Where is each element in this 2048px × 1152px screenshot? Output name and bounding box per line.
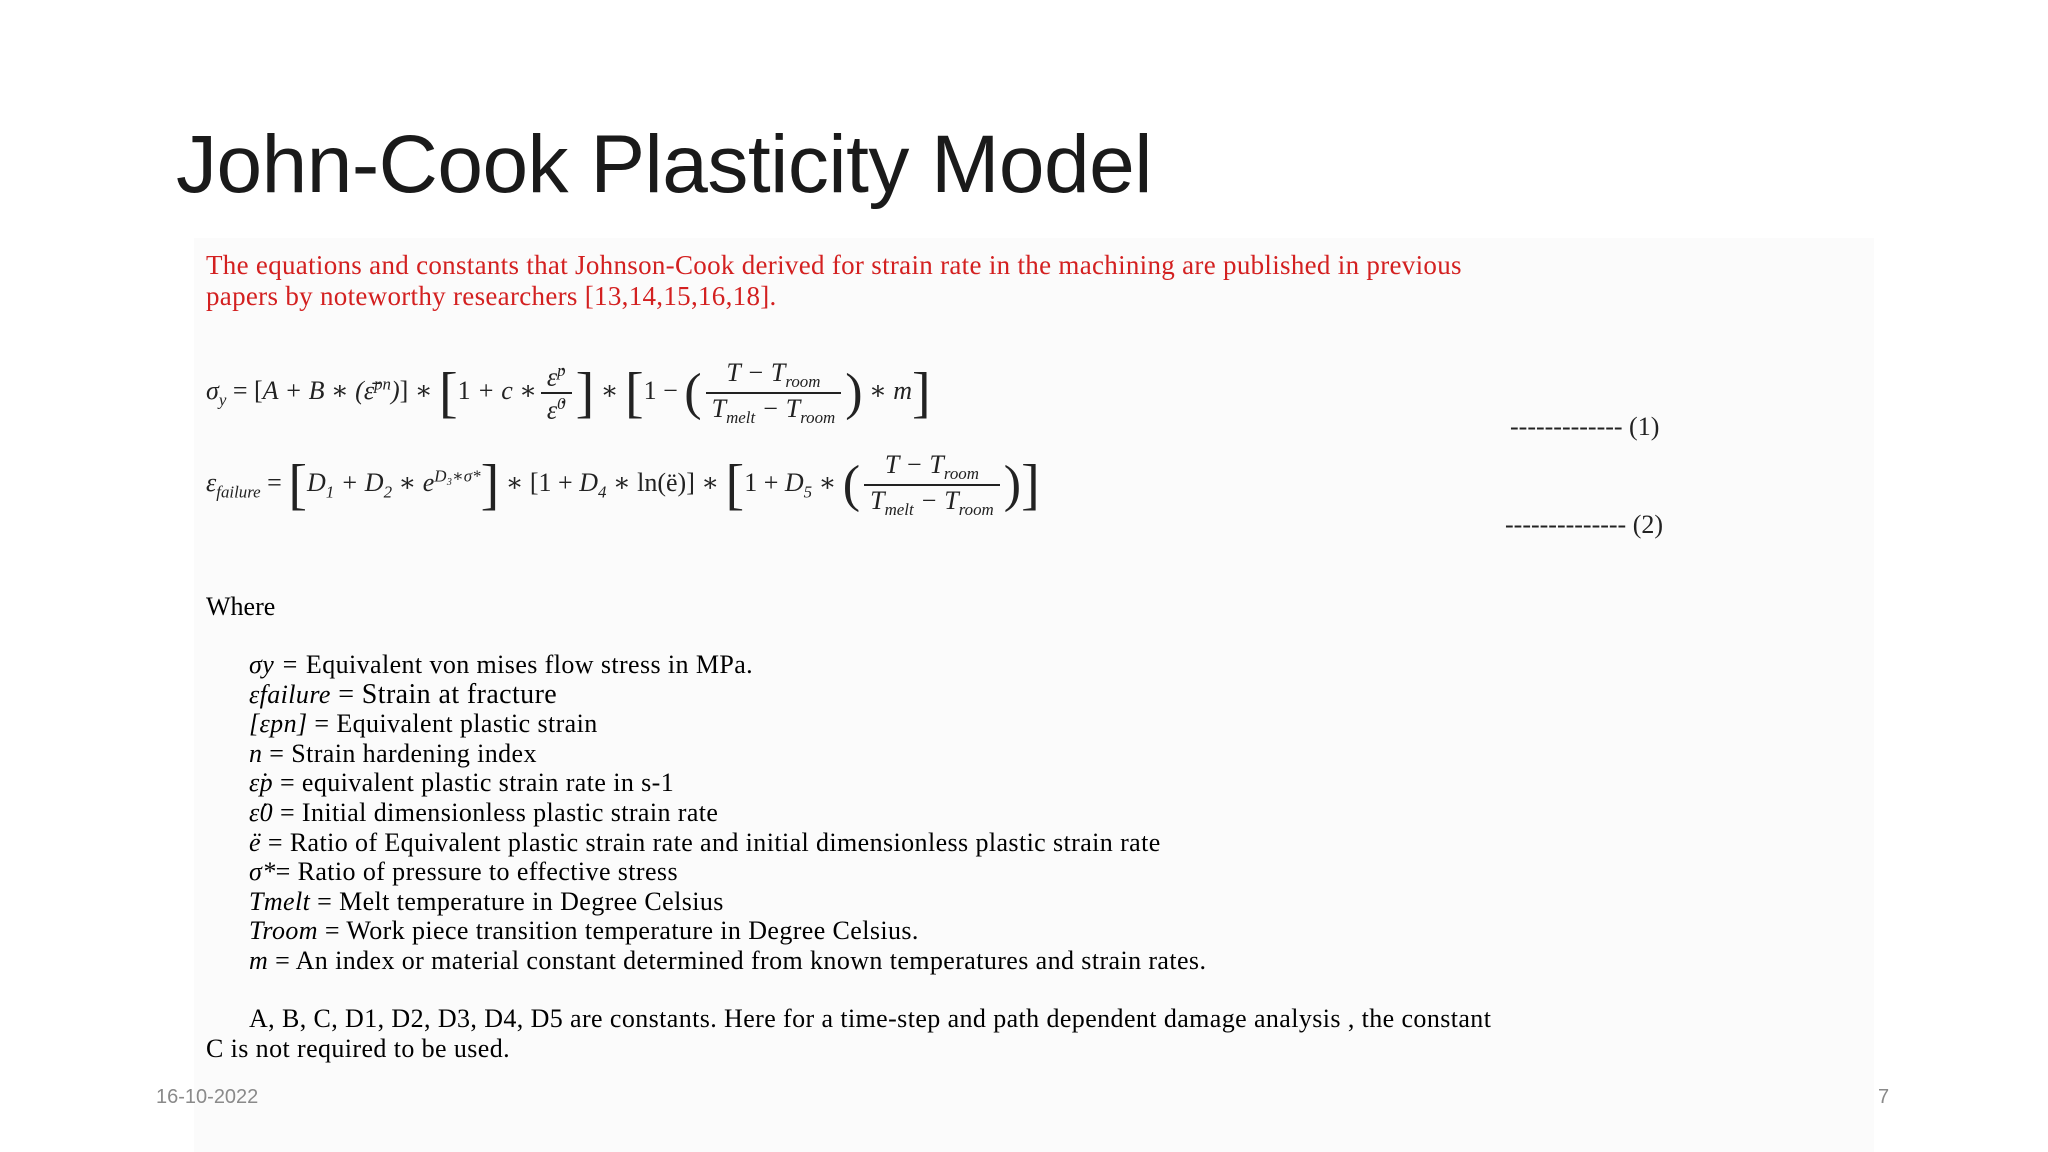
definition-row <box>249 650 1849 680</box>
intro-line-1: The equations and constants that Johnson-Cook derived for strain rate in the machining are published in previous <box>206 250 1462 280</box>
definition-symbol: σy = <box>249 650 300 679</box>
definition-text: = Ratio of pressure to effective stress <box>275 857 678 887</box>
definition-symbol: σ* <box>249 857 276 887</box>
definition-row <box>249 857 1849 887</box>
definition-symbol: m <box>249 945 269 975</box>
definition-row <box>249 680 1849 710</box>
definition-symbol: ε̇p <box>249 768 274 798</box>
definition-row <box>249 828 1849 858</box>
definition-text: = Work piece transition temperature in Degree Celsius. <box>317 916 919 946</box>
equation-1-number: ------------- (1) <box>1510 412 1660 441</box>
equation-1-johnson-cook-flow-stress: $\sigma_y = [A + B$ ∗ (ε̄$^{pn}$)] ∗ [1 + c ∗ $\frac{\varepsiloṅ^p}{\varepsiloṅ^0}$ ] ∗ [1 − ( $\frac{T - T_{room}}{T_{melt} - T_{room}}$ ) ∗ m] <box>206 358 931 428</box>
definition-symbol: ε̇0 <box>249 797 274 827</box>
definition-row <box>249 798 1849 828</box>
definition-text: = Melt temperature in Degree Celsius <box>310 886 724 916</box>
where-label: Where <box>206 592 276 621</box>
definition-text: = Equivalent plastic strain <box>307 709 598 739</box>
definition-symbol: [εpn] <box>249 709 308 739</box>
definition-row <box>249 709 1849 739</box>
definition-text: = Strain hardening index <box>262 738 537 768</box>
definition-row <box>249 887 1849 917</box>
equation-2-johnson-cook-failure-strain: $\varepsilon_{failure} = [D_1 + D_2$ ∗ $e^{D_3∗\sigma*}$] ∗ [$1 + D_4$ ∗ ln(ë)] ∗ [$1 + D_5$ ∗ ( $\frac{T - T_{room}}{T_{melt} - T_{room}}$ )] <box>206 450 1040 520</box>
definition-text: = An index or material constant determined from known temperatures and strain rates. <box>268 945 1207 975</box>
intro-paragraph <box>206 250 1856 312</box>
footer-date: 16-10-2022 <box>156 1086 259 1108</box>
constants-line-1: A, B, C, D1, D2, D3, D4, D5 are constants. Here for a time-step and path dependent damage analysis , the constant <box>249 1004 1492 1033</box>
definitions-list <box>249 650 1849 976</box>
definition-row <box>249 739 1849 769</box>
definition-symbol: εfailure <box>249 679 331 709</box>
constants-line-2: C is not required to be used. <box>206 1034 511 1063</box>
definition-symbol: Troom <box>249 916 318 946</box>
definition-symbol: ë <box>249 827 261 857</box>
slide-title: John-Cook Plasticity Model <box>176 119 1152 210</box>
definition-text: = Ratio of Equivalent plastic strain rate and initial dimensionless plastic strain rate <box>260 827 1161 857</box>
definition-text: = Strain at fracture <box>330 678 558 710</box>
intro-line-2: papers by noteworthy researchers [13,14,15,16,18]. <box>206 281 777 311</box>
definition-symbol: Tmelt <box>249 886 311 916</box>
definition-row <box>249 946 1849 976</box>
definition-row <box>249 916 1849 946</box>
constants-paragraph <box>206 1004 1866 1064</box>
definition-row <box>249 768 1849 798</box>
page-number: 7 <box>1878 1086 1890 1108</box>
definition-symbol: n <box>249 738 263 768</box>
definition-text: = Initial dimensionless plastic strain rate <box>273 797 719 827</box>
definition-text: Equivalent von mises flow stress in MPa. <box>299 650 754 679</box>
definition-text: = equivalent plastic strain rate in s-1 <box>273 768 675 798</box>
equation-2-number: -------------- (2) <box>1505 510 1664 539</box>
